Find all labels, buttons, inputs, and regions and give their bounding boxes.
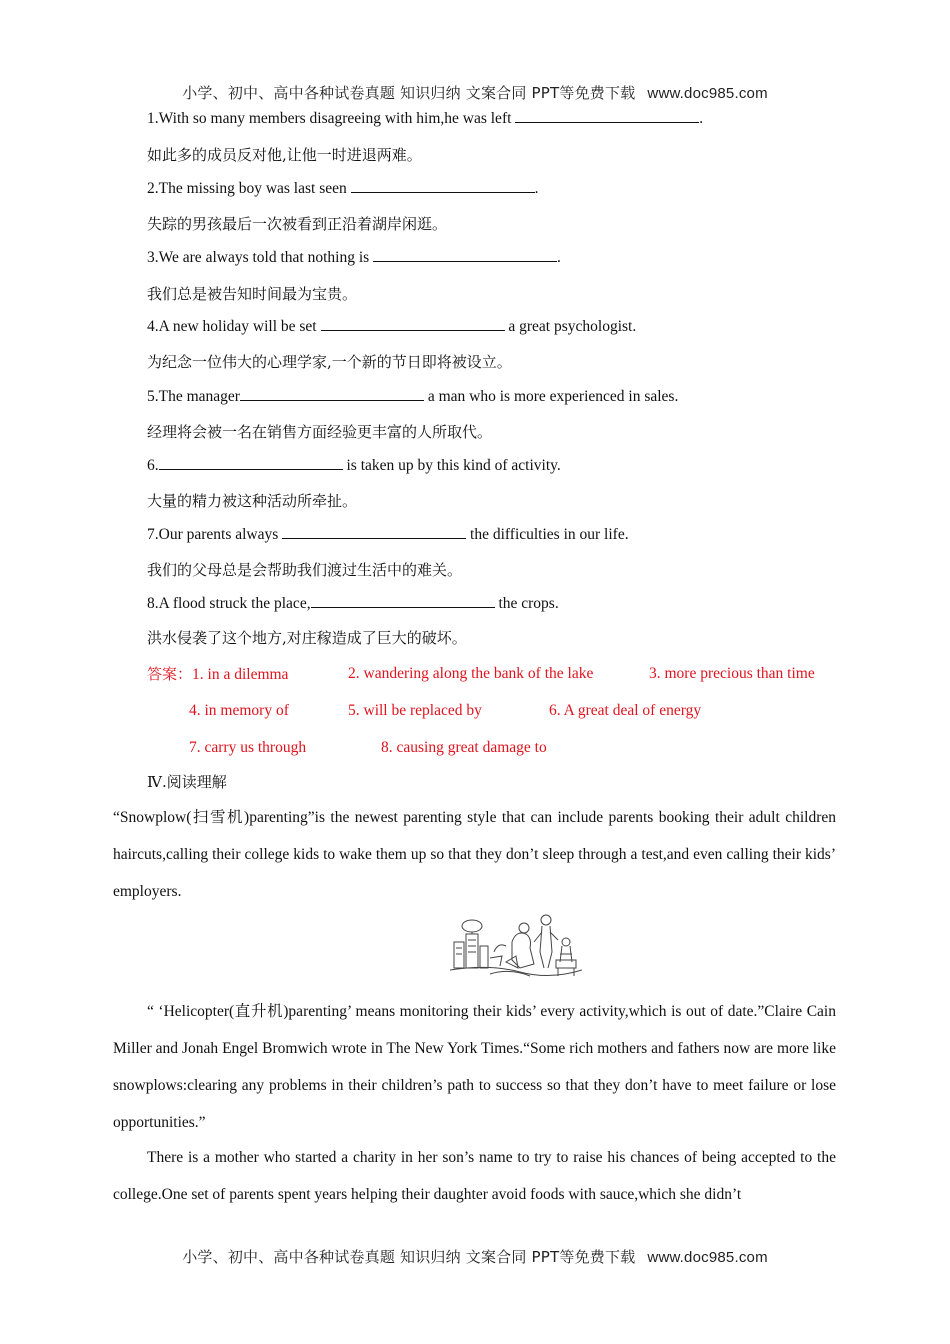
item-7-translation: 我们的父母总是会帮助我们渡过生活中的难关。 — [147, 561, 463, 579]
item-7-text: 7.Our parents always — [147, 526, 283, 543]
item-5-text: 5.The manager — [147, 388, 240, 405]
item-2 — [147, 179, 539, 199]
item-3-blank — [373, 248, 557, 262]
item-4-translation: 为纪念一位伟大的心理学家,一个新的节日即将被设立。 — [147, 353, 512, 371]
item-8-translation: 洪水侵袭了这个地方,对庄稼造成了巨大的破坏。 — [147, 629, 467, 647]
item-1 — [147, 109, 703, 129]
passage-paragraph-2: “ ‘Helicopter(直升机)parenting’ means monitoring their kids’ every activity,which is out of date.”Claire Cain Miller and Jonah Engel Bromwich wrote in The New York Times.“Some rich mothers and fathers now are more like snowplows:clearing any problems in their children’s path to success so that they don’t have to meet failure or lose opportunities.” — [113, 1003, 836, 1131]
passage-paragraph-3: There is a mother who started a charity in her son’s name to try to raise his chances of being accepted to the college.One set of parents spent years helping their daughter avoid foods with sauce,which she didn’t — [113, 1149, 836, 1203]
item-5-translation: 经理将会被一名在销售方面经验更丰富的人所取代。 — [147, 423, 493, 441]
answer-4: 4. in memory of — [189, 702, 289, 719]
item-3-translation: 我们总是被告知时间最为宝贵。 — [147, 285, 358, 303]
item-6-blank — [159, 456, 343, 470]
footer-text: 小学、初中、高中各种试卷真题 知识归纳 文案合同 PPT等免费下载 — [182, 1248, 636, 1266]
answer-row-1 — [147, 664, 288, 685]
item-3-text: 3.We are always told that nothing is — [147, 249, 374, 266]
header-url[interactable]: www.doc985.com — [647, 85, 768, 102]
item-2-post: . — [534, 180, 539, 197]
item-7-post: the difficulties in our life. — [466, 526, 629, 543]
answer-label: 答案： — [147, 665, 193, 683]
item-3-post: . — [557, 249, 561, 266]
item-5 — [147, 387, 678, 407]
item-5-blank — [240, 387, 424, 401]
item-2-blank — [351, 179, 535, 193]
footer-url[interactable]: www.doc985.com — [647, 1249, 768, 1266]
page-header — [0, 82, 950, 103]
item-6-post: is taken up by this kind of activity. — [342, 457, 561, 474]
answer-5: 5. will be replaced by — [348, 702, 482, 719]
item-7-blank — [282, 525, 466, 539]
answer-6: 6. A great deal of energy — [549, 702, 702, 719]
item-7 — [147, 525, 629, 545]
item-4-post: a great psychologist. — [504, 318, 637, 335]
answer-7: 7. carry us through — [189, 739, 307, 756]
cartoon-illustration — [450, 912, 582, 980]
passage-paragraph-1: “Snowplow(扫雪机)parenting”is the newest parenting style that can include parents booking their adult children haircuts,calling their college kids to wake them up so that they don’t sleep through a test,and even calling their kids’ employers. — [113, 809, 836, 900]
item-4-blank — [321, 317, 505, 331]
answer-2: 2. wandering along the bank of the lake — [348, 665, 594, 682]
item-1-text: 1.With so many members disagreeing with him,he was left — [147, 110, 516, 127]
item-6-translation: 大量的精力被这种活动所牵扯。 — [147, 492, 358, 510]
item-8 — [147, 594, 559, 614]
item-2-text: 2.The missing boy was last seen — [147, 180, 351, 197]
answer-3: 3. more precious than time — [649, 665, 815, 682]
snowplow-parenting-cartoon-icon — [450, 912, 582, 980]
header-text: 小学、初中、高中各种试卷真题 知识归纳 文案合同 PPT等免费下载 — [182, 84, 636, 102]
answer-1: 1. in a dilemma — [192, 666, 289, 683]
item-1-blank — [515, 109, 699, 123]
item-2-translation: 失踪的男孩最后一次被看到正沿着湖岸闲逛。 — [147, 215, 448, 233]
answer-8: 8. causing great damage to — [381, 739, 547, 756]
section-title: Ⅳ.阅读理解 — [147, 773, 227, 791]
item-8-blank — [311, 594, 495, 608]
item-4 — [147, 317, 636, 337]
item-8-text: 8.A flood struck the place, — [147, 595, 311, 612]
item-5-post: a man who is more experienced in sales. — [423, 388, 679, 405]
item-1-translation: 如此多的成员反对他,让他一时进退两难。 — [147, 146, 422, 164]
item-4-text: 4.A new holiday will be set — [147, 318, 321, 335]
item-8-post: the crops. — [494, 595, 559, 612]
item-6-text: 6. — [147, 457, 159, 474]
item-1-post: . — [699, 110, 704, 127]
item-3 — [147, 248, 561, 268]
page-footer — [0, 1246, 950, 1267]
item-6 — [147, 456, 561, 476]
